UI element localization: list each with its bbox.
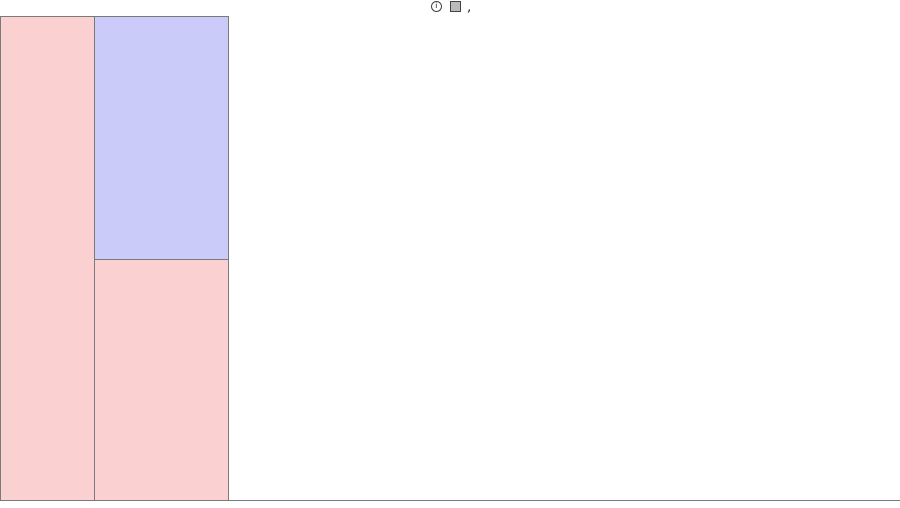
page-title [0,0,900,16]
dam-cell [94,259,229,501]
sire-cell [94,16,229,260]
horse-summary: , [467,0,472,15]
subject-horse-cell [0,16,95,501]
info-circle-icon[interactable]: i [431,1,442,12]
pedigree-chart [0,16,900,508]
footer-divider [0,500,900,508]
photo-icon[interactable] [450,1,461,12]
